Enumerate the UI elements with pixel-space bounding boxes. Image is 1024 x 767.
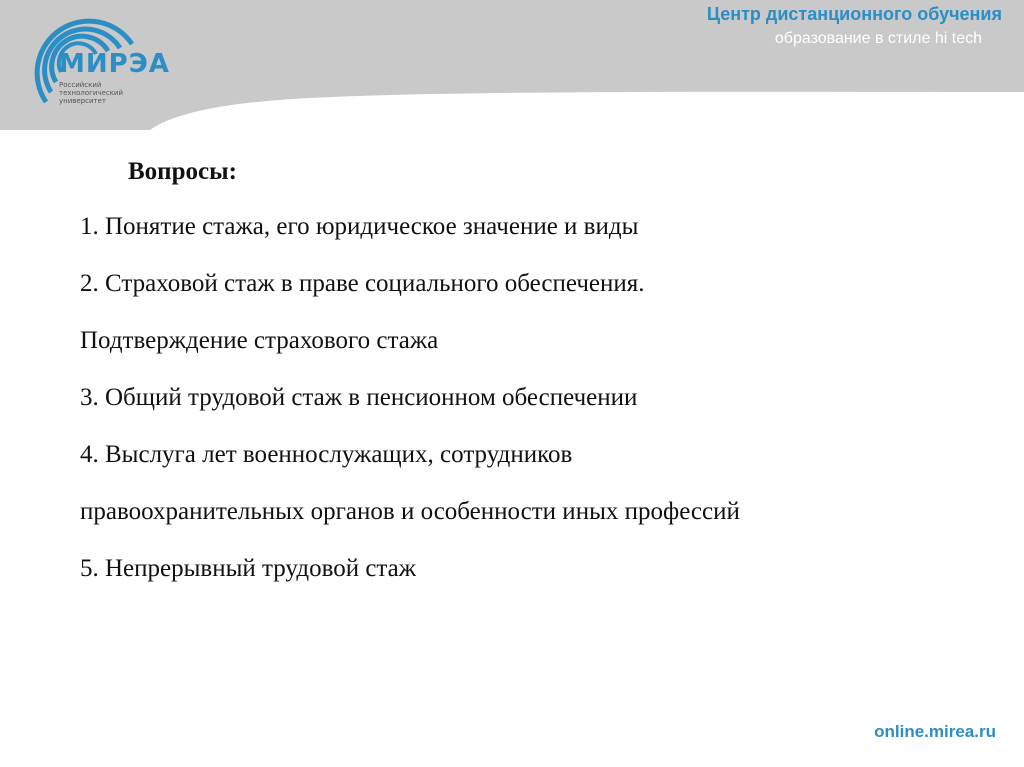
questions-list — [80, 146, 980, 597]
question-line: 1. Понятие стажа, его юридическое значение и виды — [80, 213, 639, 240]
mirea-logo — [4, 4, 174, 116]
question-line: 5. Непрерывный трудовой стаж — [80, 555, 417, 582]
logo-wordmark: МИРЭА — [59, 49, 170, 79]
question-line: 3. Общий трудовой стаж в пенсионном обеспечении — [80, 384, 638, 411]
question-line: Подтверждение страхового стажа — [80, 327, 439, 354]
logo-subtitle: Российский технологический университет — [59, 81, 123, 105]
question-line: правоохранительных органов и особенности иных профессий — [80, 498, 740, 525]
header-tagline: образование в стиле hi tech — [774, 30, 982, 47]
question-line: 4. Выслуга лет военнослужащих, сотрудников — [80, 441, 573, 468]
questions-heading: Вопросы: — [128, 158, 237, 185]
header-title: Центр дистанционного обучения — [706, 4, 1002, 24]
footer-url[interactable]: online.mirea.ru — [874, 722, 996, 741]
question-line: 2. Страховой стаж в праве социального обеспечения. — [80, 270, 645, 297]
